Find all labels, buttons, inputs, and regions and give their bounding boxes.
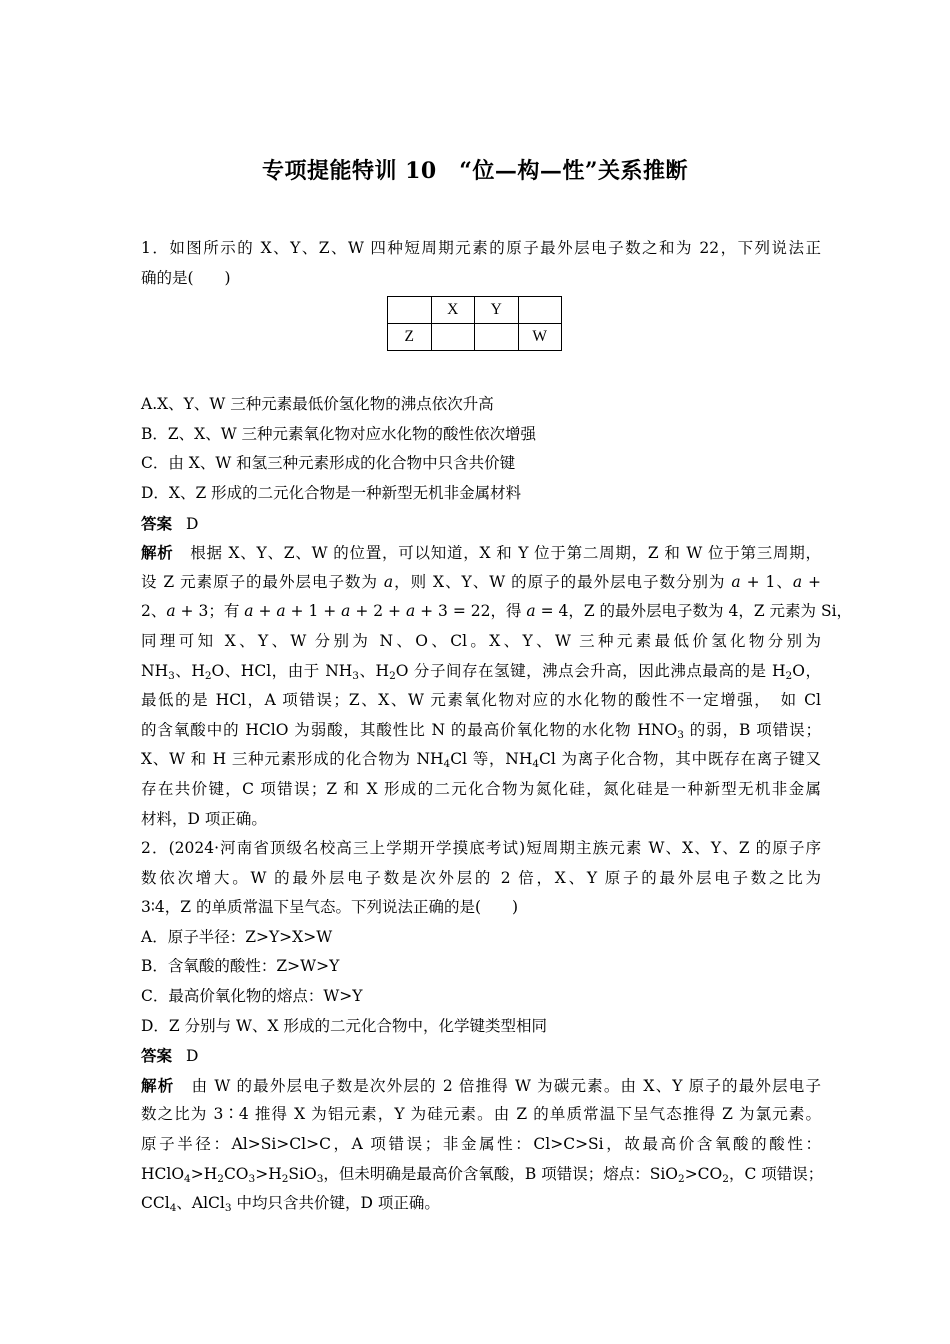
q1-analysis-line-4: 同理可知 X、Y、W 分别为 N、O、Cl。X、Y、W 三种元素最低价氢化物分别为 — [141, 631, 821, 650]
q1-stem-line-2: 确的是( ) — [141, 268, 231, 287]
q1-option-c: C．由 X、W 和氢三种元素形成的化合物中只含共价键 — [141, 454, 516, 473]
table-cell — [388, 297, 432, 324]
q2-stem-line-1: 2．(2024·河南省顶级名校高三上学期开学摸底考试)短周期主族元素 W、X、Y、Z 的原子序 — [141, 839, 821, 858]
q1-option-a: A.X、Y、W 三种元素最低价氢化物的沸点依次升高 — [141, 395, 494, 414]
periodic-table-fragment-wrap — [141, 296, 821, 390]
q1-analysis-line-8: X、W 和 H 三种元素形成的化合物为 $NH_4Cl$ 等，$NH_4Cl$ 为离子化合物，其中既存在离子键又 — [141, 750, 821, 771]
answer-value: D — [186, 1047, 199, 1066]
q1-option-b: B．Z、X、W 三种元素氧化物对应水化物的酸性依次增强 — [141, 424, 537, 443]
q1-analysis-line-10: 材料，D 项正确。 — [141, 809, 267, 828]
table-cell — [518, 297, 562, 324]
table-cell: W — [518, 324, 562, 351]
q1-analysis-line-9: 存在共价键，C 项错误；Z 和 X 形成的二元化合物为氮化硅，氮化硅是一种新型无机非金属 — [141, 779, 821, 798]
answer-value: D — [186, 514, 199, 533]
q2-analysis-line-1: 解析 由 W 的最外层电子数是次外层的 2 倍推得 W 为碳元素。由 X、Y 原子的最外层电子 — [141, 1075, 821, 1095]
q1-analysis-line-5: $NH_3$、$H_2O$、HCl，由于 $NH_3$、$H_2O$ 分子间存在氢键，沸点会升高，因此沸点最高的是 $H_2O$， — [141, 661, 821, 682]
q2-stem-line-2: 数依次增大。W 的最外层电子数是次外层的 2 倍，X、Y 原子的最外层电子数之比为 — [141, 868, 821, 887]
page-title: 专项提能特训 10 “位—构—性”关系推断 — [261, 158, 689, 184]
q2-option-a: A．原子半径：Z>Y>X>W — [141, 927, 333, 946]
q1-analysis-line-3: 2、a + 3；有 a + a + 1 + a + 2 + a + 3 = 22，得 a = 4，Z 的最外层电子数为 4，Z 元素为 Si， — [141, 602, 853, 621]
q2-option-b: B．含氧酸的酸性：Z>W>Y — [141, 957, 340, 976]
q1-analysis-line-7: 的含氧酸中的 HClO 为弱酸，其酸性比 N 的最高价氧化物的水化物 $HNO_3$ 的弱，B 项错误； — [141, 720, 821, 741]
q2-option-c: C．最高价氧化物的熔点：W>Y — [141, 987, 363, 1006]
table-cell — [431, 324, 475, 351]
periodic-table-fragment — [387, 296, 562, 351]
document-body — [141, 234, 853, 1219]
answer-label: 答案 — [141, 513, 173, 533]
q1-analysis-line-6: 最低的是 HCl，A 项错误；Z、X、W 元素氧化物对应的水化物的酸性不一定增强， 如 Cl — [141, 691, 821, 710]
q2-analysis-line-2: 数之比为 3∶4 推得 X 为铝元素，Y 为硅元素。由 Z 的单质常温下呈气态推得 Z 为氯元素。 — [141, 1105, 821, 1124]
q1-stem-line-1: 1．如图所示的 X、Y、Z、W 四种短周期元素的原子最外层电子数之和为 22，下列说法正 — [141, 239, 821, 257]
q2-analysis-line-4: $HClO_4>H_2CO_3>H_2SiO_3$，但未明确是最高价含氧酸，B 项错误；熔点：$SiO_2>CO_2$，C 项错误； — [141, 1164, 824, 1185]
answer-label: 答案 — [141, 1046, 173, 1066]
q2-stem-line-3: 3∶4，Z 的单质常温下呈气态。下列说法正确的是( ) — [141, 898, 519, 917]
q1-analysis-line-1: 解析 根据 X、Y、Z、W 的位置，可以知道，X 和 Y 位于第二周期，Z 和 W 位于第三周期， — [141, 543, 821, 563]
table-cell — [475, 324, 519, 351]
q2-answer — [141, 1041, 821, 1071]
q1-answer — [141, 509, 821, 539]
q1-analysis-line-2: 设 Z 元素原子的最外层电子数为 a，则 X、Y、W 的原子的最外层电子数分别为 a + 1、a + — [141, 572, 821, 591]
analysis-label: 解析 — [141, 543, 174, 563]
table-cell: Z — [388, 324, 432, 351]
q1-option-d: D．X、Z 形成的二元化合物是一种新型无机非金属材料 — [141, 483, 522, 502]
table-cell: X — [431, 297, 475, 324]
table-cell: Y — [475, 297, 519, 324]
q2-analysis-line-5: CCl$_4$、AlCl$_3$ 中均只含共价键，D 项正确。 — [141, 1194, 440, 1215]
q2-option-d: D．Z 分别与 W、X 形成的二元化合物中，化学键类型相同 — [141, 1016, 547, 1035]
q2-analysis-line-3: 原子半径：Al>Si>Cl>C，A 项错误；非金属性：Cl>C>Si，故最高价含氧酸的酸性： — [141, 1135, 821, 1154]
analysis-label: 解析 — [141, 1075, 175, 1095]
table-row — [388, 324, 562, 351]
table-row — [388, 297, 562, 324]
